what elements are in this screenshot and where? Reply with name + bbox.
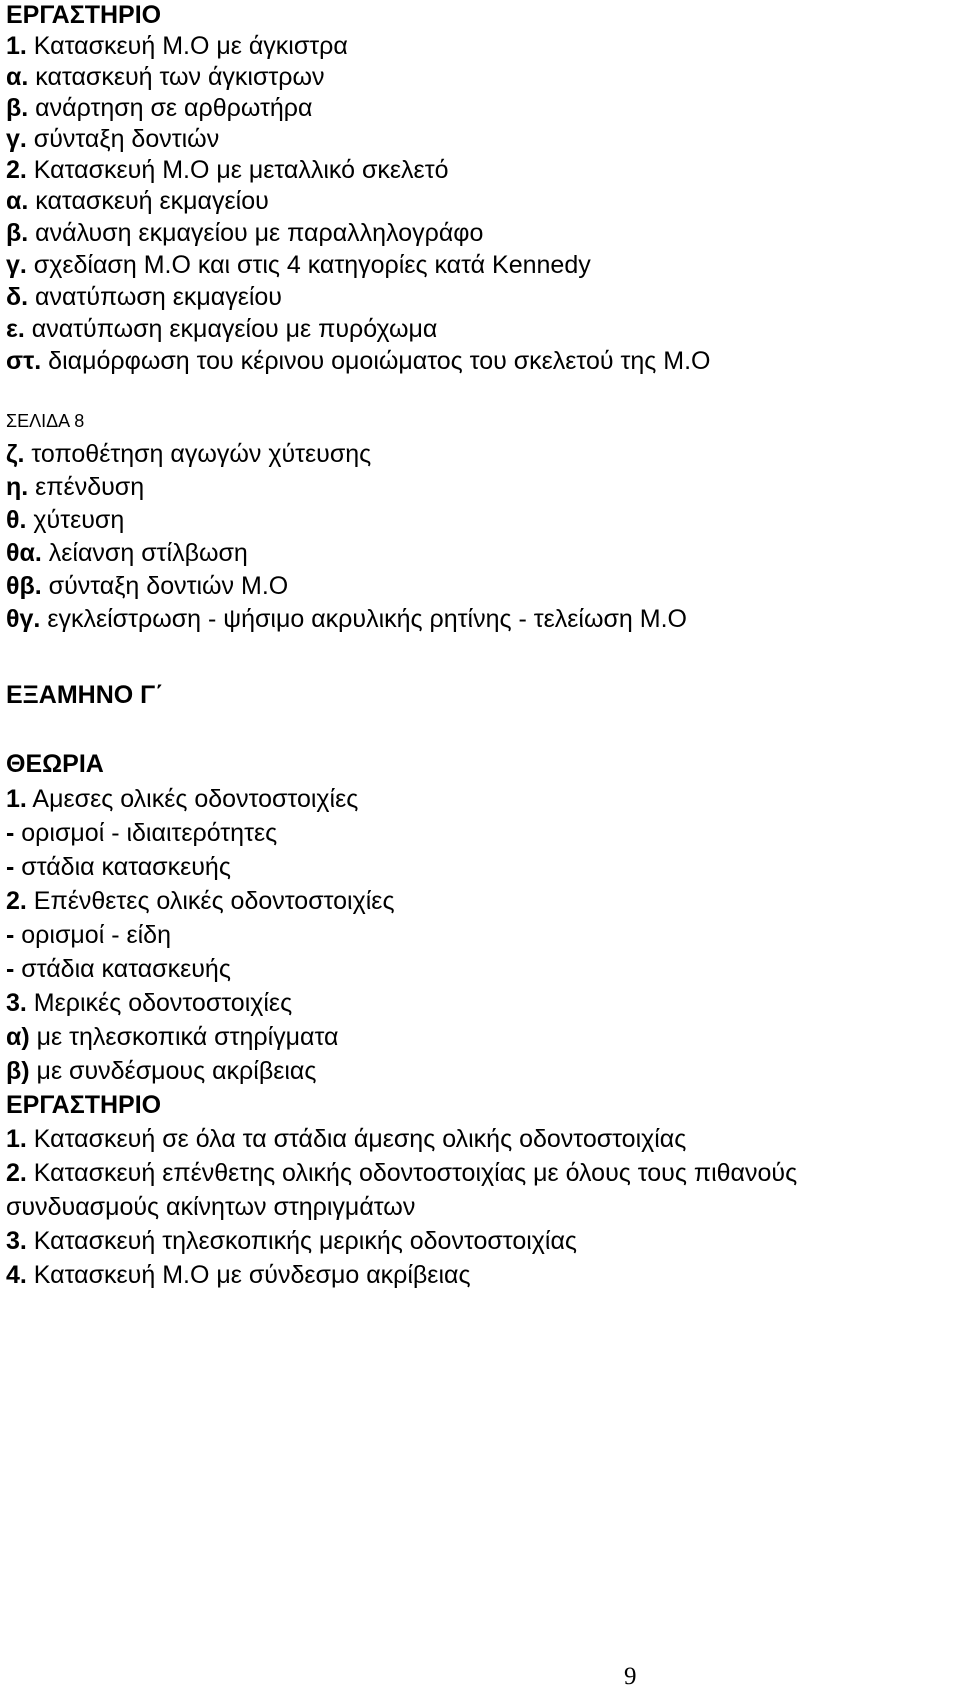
item-prefix: θγ. — [6, 605, 41, 633]
list-item — [6, 818, 277, 848]
item-text: διαμόρφωση του κέρινου ομοιώματος του σκελετού της Μ.Ο — [41, 347, 711, 375]
list-item — [6, 93, 312, 123]
item-text: εγκλείστρωση - ψήσιμο ακρυλικής ρητίνης - τελείωση Μ.Ο — [40, 605, 687, 633]
item-text: ανάρτηση σε αρθρωτήρα — [28, 94, 313, 122]
list-item — [6, 852, 231, 882]
item-prefix: 3. — [6, 989, 27, 1017]
item-text: τοποθέτηση αγωγών χύτευσης — [24, 440, 372, 468]
item-text: κατασκευή των άγκιστρων — [28, 63, 325, 91]
list-item — [6, 62, 325, 92]
item-prefix: α. — [6, 63, 29, 91]
item-text: σύνταξη δοντιών — [26, 125, 220, 153]
list-item — [6, 538, 248, 568]
list-item — [6, 988, 292, 1018]
item-prefix: 3. — [6, 1227, 27, 1255]
item-text: κατασκευή εκμαγείου — [28, 187, 269, 215]
item-prefix: β) — [6, 1057, 30, 1085]
list-item — [6, 1124, 686, 1154]
item-prefix: β. — [6, 219, 29, 247]
list-item — [6, 155, 448, 185]
list-item — [6, 604, 687, 634]
list-item — [6, 886, 395, 916]
list-item — [6, 218, 483, 248]
item-text: Κατασκευή Μ.Ο με μεταλλικό σκελετό — [26, 156, 449, 184]
list-item — [6, 346, 710, 376]
list-item — [6, 472, 144, 502]
item-prefix: θ. — [6, 506, 27, 534]
item-text: Κατασκευή επένθετης ολικής οδοντοστοιχίας με όλους τους πιθανούς — [26, 1159, 798, 1187]
list-item — [6, 505, 124, 535]
item-prefix: δ. — [6, 283, 29, 311]
list-item — [6, 124, 219, 154]
list-item — [6, 920, 171, 950]
item-prefix: 2. — [6, 156, 27, 184]
item-text: με τηλεσκοπικά στηρίγματα — [29, 1023, 339, 1051]
page-reference: ΣΕΛΙΔΑ 8 — [6, 411, 85, 431]
lab-heading: ΕΡΓΑΣΤΗΡΙΟ — [6, 1, 162, 29]
item-text: Κατασκευή Μ.Ο με σύνδεσμο ακρίβειας — [26, 1261, 471, 1289]
item-text: στάδια κατασκευής — [14, 853, 231, 881]
item-prefix: β. — [6, 94, 29, 122]
item-text: Αμεσες ολικές οδοντοστοιχίες — [26, 785, 359, 813]
item-prefix: - — [6, 955, 15, 983]
item-text: ορισμοί - είδη — [14, 921, 171, 949]
item-text: Κατασκευή Μ.Ο με άγκιστρα — [26, 32, 348, 60]
item-prefix: γ. — [6, 251, 27, 279]
item-prefix: - — [6, 853, 15, 881]
item-text: συνδυασμούς ακίνητων στηριγμάτων — [6, 1193, 416, 1221]
item-text: ορισμοί - ιδιαιτερότητες — [14, 819, 278, 847]
list-item — [6, 314, 437, 344]
item-prefix: α. — [6, 187, 29, 215]
item-text: Μερικές οδοντοστοιχίες — [26, 989, 293, 1017]
item-prefix: 2. — [6, 887, 27, 915]
item-prefix: γ. — [6, 125, 27, 153]
item-text: με συνδέσμους ακρίβειας — [29, 1057, 317, 1085]
item-text: Κατασκευή σε όλα τα στάδια άμεσης ολικής οδοντοστοιχίας — [26, 1125, 687, 1153]
item-text: επένδυση — [28, 473, 145, 501]
item-prefix: η. — [6, 473, 29, 501]
item-text: ανάλυση εκμαγείου με παραλληλογράφο — [28, 219, 484, 247]
list-item — [6, 954, 231, 984]
item-prefix: - — [6, 921, 15, 949]
item-text: ανατύπωση εκμαγείου — [28, 283, 282, 311]
list-item — [6, 250, 591, 280]
item-text: ανατύπωση εκμαγείου με πυρόχωμα — [24, 315, 438, 343]
item-text: Επένθετες ολικές οδοντοστοιχίες — [26, 887, 395, 915]
item-text: σχεδίαση Μ.Ο και στις 4 κατηγορίες κατά Kennedy — [26, 251, 591, 279]
item-prefix: θβ. — [6, 572, 42, 600]
item-prefix: ε. — [6, 315, 25, 343]
item-prefix: στ. — [6, 347, 42, 375]
item-prefix: θα. — [6, 539, 42, 567]
item-prefix: α) — [6, 1023, 30, 1051]
list-item — [6, 282, 282, 312]
list-item — [6, 31, 348, 61]
list-item — [6, 1226, 577, 1256]
list-item — [6, 571, 288, 601]
list-item-continuation — [6, 1192, 415, 1222]
item-text: χύτευση — [26, 506, 125, 534]
item-prefix: - — [6, 819, 15, 847]
lab-heading: ΕΡΓΑΣΤΗΡΙΟ — [6, 1091, 162, 1119]
list-item — [6, 439, 371, 469]
page-number: 9 — [624, 1663, 637, 1690]
item-prefix: ζ. — [6, 440, 25, 468]
item-prefix: 2. — [6, 1159, 27, 1187]
list-item — [6, 784, 358, 814]
item-text: Κατασκευή τηλεσκοπικής μερικής οδοντοστοιχίας — [26, 1227, 577, 1255]
list-item — [6, 1260, 471, 1290]
item-text: σύνταξη δοντιών Μ.Ο — [41, 572, 289, 600]
item-text: στάδια κατασκευής — [14, 955, 231, 983]
list-item — [6, 1022, 338, 1052]
item-prefix: 1. — [6, 1125, 27, 1153]
theory-heading: ΘΕΩΡΙΑ — [6, 750, 104, 778]
list-item — [6, 186, 269, 216]
item-prefix: 1. — [6, 785, 27, 813]
item-text: λείανση στίλβωση — [41, 539, 248, 567]
list-item — [6, 1056, 316, 1086]
item-prefix: 1. — [6, 32, 27, 60]
semester-heading: ΕΞΑΜΗΝΟ Γ΄ — [6, 681, 164, 709]
item-prefix: 4. — [6, 1261, 27, 1289]
list-item — [6, 1158, 797, 1188]
